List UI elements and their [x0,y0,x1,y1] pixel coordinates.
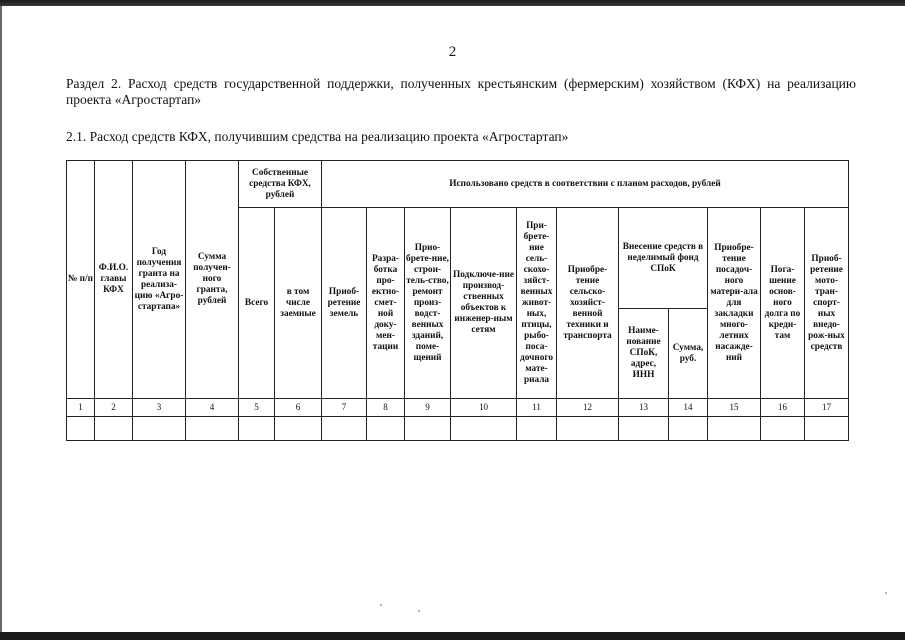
column-number: 14 [669,399,708,417]
scan-edge-bottom [0,632,905,640]
header-fund-name: Наиме-нование СПоК, адрес, ИНН [619,309,669,399]
header-loan: Пога-шение основ-ного долга по креди-там [761,208,805,399]
header-fio: Ф.И.О. главы КФХ [95,161,133,399]
column-number: 12 [557,399,619,417]
column-number: 11 [517,399,557,417]
header-machinery: Приобре-тение сельско-хозяйст-венной техники и транспорта [557,208,619,399]
scan-speck [418,610,420,612]
scan-edge-left [0,6,2,632]
column-number: 13 [619,399,669,417]
table-cell [451,417,517,441]
table-cell [275,417,322,441]
expense-table [66,160,849,441]
header-fund-amount: Сумма, руб. [669,309,708,399]
table-cell [619,417,669,441]
column-number: 16 [761,399,805,417]
column-number: 7 [322,399,367,417]
column-number: 1 [67,399,95,417]
table-cell [322,417,367,441]
scan-edge-top [0,0,905,6]
header-own-borrowed: в том числе заемные [275,208,322,399]
table-cell [133,417,186,441]
header-grant-sum: Сумма получен-ного гранта, рублей [186,161,239,399]
table-cell [95,417,133,441]
table-cell [669,417,708,441]
column-number: 5 [239,399,275,417]
table-cell [517,417,557,441]
table-cell [367,417,405,441]
scan-speck [380,604,382,606]
header-used-funds: Использовано средств в соответствии с планом расходов, рублей [322,161,849,208]
column-number: 8 [367,399,405,417]
header-land: Приоб-ретение земель [322,208,367,399]
table-cell [557,417,619,441]
column-number: 2 [95,399,133,417]
column-number-row [67,399,849,417]
header-own-total: Всего [239,208,275,399]
column-number: 6 [275,399,322,417]
section-title: Раздел 2. Расход средств государственной поддержки, полученных крестьянским (фермерским) хозяйством (КФХ) на реализацию проекта «Агростартап» [66,76,856,107]
column-number: 3 [133,399,186,417]
column-number: 10 [451,399,517,417]
header-design-docs: Разра-ботка про-ектно-смет-ной доку-мен-тации [367,208,405,399]
table-cell [67,417,95,441]
header-connection: Подключе-ние производ-ственных объектов к инженер-ным сетям [451,208,517,399]
table-cell [805,417,849,441]
header-fund-contribution: Внесение средств в неделимый фонд СПоК [619,208,708,309]
column-number: 15 [708,399,761,417]
subsection-title: 2.1. Расход средств КФХ, получившим средства на реализацию проекта «Агростартап» [66,129,569,144]
header-year: Год получения гранта на реализа-цию «Агро-стартапа» [133,161,186,399]
header-num: № п/п [67,161,95,399]
column-number: 9 [405,399,451,417]
table-cell [761,417,805,441]
header-vehicles: Приоб-ретение мото-тран-спорт-ных внедо-рож-ных средств [805,208,849,399]
header-planting: Приобре-тение посадоч-ного матери-ала для закладки много-летних насажде-ний [708,208,761,399]
header-animals: При-брете-ние сель-скохо-зяйст-венных живот-ных, птицы, рыбо-поса-дочного мате-риала [517,208,557,399]
header-buildings: Прио-брете-ние, строи-тель-ство, ремонт произ-водст-венных зданий, поме-щений [405,208,451,399]
empty-data-row [67,417,849,441]
header-row-1 [67,161,849,208]
table-cell [708,417,761,441]
header-own-funds: Собственные средства КФХ, рублей [239,161,322,208]
column-number: 17 [805,399,849,417]
column-number: 4 [186,399,239,417]
table-cell [186,417,239,441]
scan-speck [885,592,887,594]
table-cell [239,417,275,441]
page-number: 2 [448,44,457,60]
table-cell [405,417,451,441]
